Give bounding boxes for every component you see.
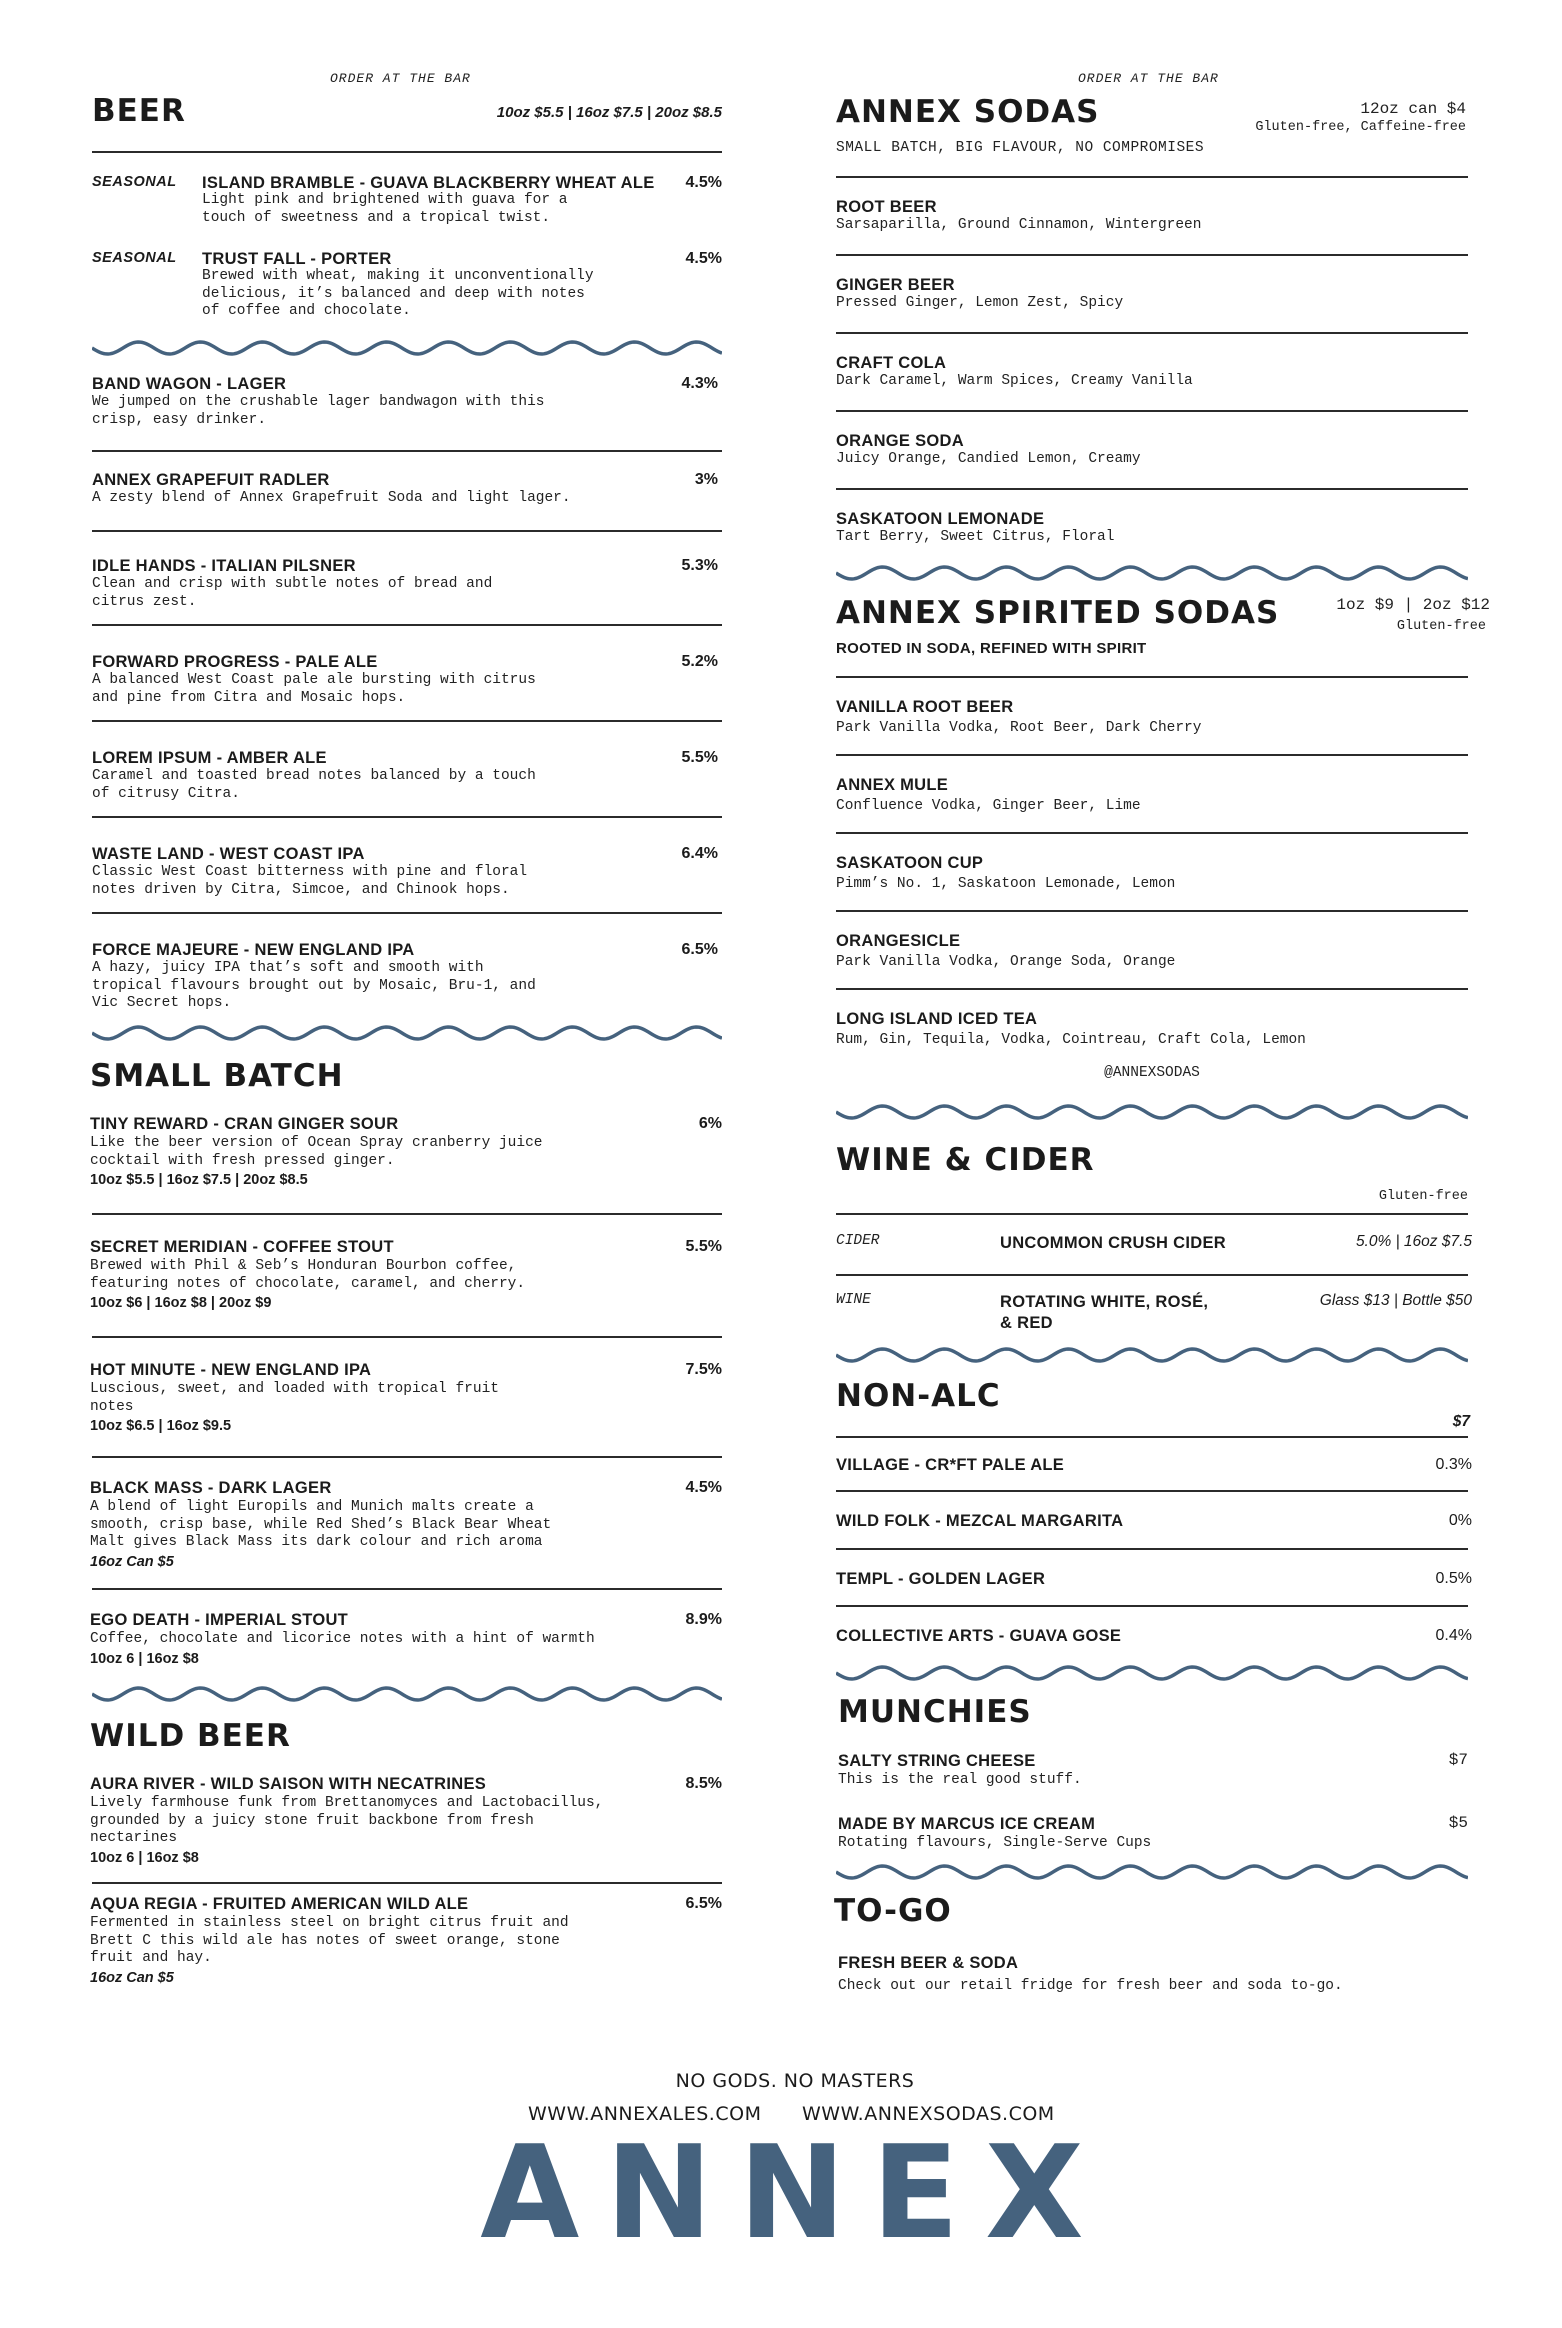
wave-divider — [836, 1663, 1468, 1683]
soda-name: ORANGE SODA — [836, 432, 964, 450]
spirited-name: ORANGESICLE — [836, 932, 961, 950]
section-title-beer: BEER — [92, 93, 186, 129]
munchie-price: $7 — [1448, 1751, 1468, 1769]
section-title-annex-sodas: ANNEX SODAS — [836, 94, 1100, 130]
divider — [836, 1274, 1468, 1276]
beer-sizes: 10oz $5.5 | 16oz $7.5 | 20oz $8.5 — [496, 104, 722, 121]
divider — [92, 1336, 722, 1338]
wave-divider — [92, 1023, 722, 1043]
divider — [836, 910, 1468, 912]
website-ales: WWW.ANNEXALES.COM — [528, 2103, 762, 2125]
divider — [92, 1588, 722, 1590]
beer-abv: 8.9% — [685, 1611, 722, 1628]
beer-abv: 5.3% — [681, 557, 718, 574]
beer-name: WASTE LAND - WEST COAST IPA — [92, 845, 365, 863]
beer-description: Light pink and brightened with guava for a touch of sweetness and a tropical twist. — [202, 192, 568, 226]
drink-type-tag: WINE — [836, 1292, 871, 1308]
non-alc-name: VILLAGE - CR*FT PALE ALE — [836, 1456, 1065, 1474]
beer-abv: 5.5% — [685, 1238, 722, 1255]
soda-price: 12oz can $4 — [1360, 100, 1466, 118]
beer-abv: 4.5% — [685, 174, 722, 191]
beer-description: Like the beer version of Ocean Spray cranberry juice cocktail with fresh pressed ginger. — [90, 1135, 543, 1169]
beer-price: 10oz $5.5 | 16oz $7.5 | 20oz $8.5 — [90, 1172, 308, 1188]
divider — [836, 488, 1468, 490]
divider — [836, 754, 1468, 756]
beer-name: TRUST FALL - PORTER — [202, 250, 392, 268]
slogan: NO GODS. NO MASTERS — [675, 2070, 915, 2092]
beer-abv: 4.5% — [685, 250, 722, 267]
beer-abv: 6.5% — [685, 1895, 722, 1912]
divider — [836, 832, 1468, 834]
divider — [836, 332, 1468, 334]
section-title-to-go: TO-GO — [834, 1893, 952, 1929]
beer-price: 10oz $6 | 16oz $8 | 20oz $9 — [90, 1295, 272, 1311]
divider — [836, 1548, 1468, 1550]
drink-name: ROTATING WHITE, ROSÉ, & RED — [1000, 1293, 1209, 1332]
beer-description: A balanced West Coast pale ale bursting with citrus and pine from Citra and Mosaic hops. — [92, 672, 536, 706]
wave-divider — [92, 1684, 722, 1704]
beer-name: SECRET MERIDIAN - COFFEE STOUT — [90, 1238, 394, 1256]
divider — [92, 720, 722, 722]
soda-note: Gluten-free, Caffeine-free — [1255, 120, 1466, 135]
drink-price: Glass $13 | Bottle $50 — [1319, 1292, 1472, 1309]
divider — [92, 1456, 722, 1458]
wine-note: Gluten-free — [1378, 1189, 1468, 1204]
non-alc-price: $7 — [1452, 1413, 1470, 1430]
wave-divider — [92, 338, 722, 358]
spirited-description: Confluence Vodka, Ginger Beer, Lime — [836, 798, 1141, 814]
beer-abv: 6.4% — [681, 845, 718, 862]
beer-abv: 3% — [694, 471, 718, 488]
non-alc-abv: 0.3% — [1435, 1456, 1472, 1473]
beer-abv: 8.5% — [685, 1775, 722, 1792]
beer-name: AQUA REGIA - FRUITED AMERICAN WILD ALE — [90, 1895, 469, 1913]
non-alc-abv: 0.4% — [1435, 1627, 1472, 1644]
section-title-munchies: MUNCHIES — [838, 1694, 1032, 1730]
beer-price: 16oz Can $5 — [90, 1553, 174, 1570]
section-title-wild-beer: WILD BEER — [90, 1718, 291, 1754]
beer-abv: 6% — [698, 1115, 722, 1132]
divider — [92, 912, 722, 914]
non-alc-name: COLLECTIVE ARTS - GUAVA GOSE — [836, 1627, 1122, 1645]
beer-name: BLACK MASS - DARK LAGER — [90, 1479, 332, 1497]
website-sodas: WWW.ANNEXSODAS.COM — [802, 2103, 1055, 2125]
divider — [836, 1213, 1468, 1215]
spirited-name: SASKATOON CUP — [836, 854, 984, 872]
divider — [836, 1490, 1468, 1492]
soda-name: ROOT BEER — [836, 198, 937, 216]
munchie-description: This is the real good stuff. — [838, 1772, 1082, 1788]
divider — [92, 816, 722, 818]
divider — [836, 1436, 1468, 1438]
spirited-subtitle: ROOTED IN SODA, REFINED WITH SPIRIT — [836, 640, 1147, 657]
beer-abv: 7.5% — [685, 1361, 722, 1378]
drink-name: UNCOMMON CRUSH CIDER — [1000, 1234, 1226, 1252]
beer-name: AURA RIVER - WILD SAISON WITH NECATRINES — [90, 1775, 487, 1793]
soda-description: Pressed Ginger, Lemon Zest, Spicy — [836, 295, 1124, 311]
beer-description: Coffee, chocolate and licorice notes with a hint of warmth — [90, 1631, 595, 1647]
wave-divider — [836, 1345, 1468, 1365]
beer-description: A zesty blend of Annex Grapefruit Soda and light lager. — [92, 490, 571, 506]
beer-name: IDLE HANDS - ITALIAN PILSNER — [92, 557, 356, 575]
beer-abv: 5.5% — [681, 749, 718, 766]
spirited-description: Pimm’s No. 1, Saskatoon Lemonade, Lemon — [836, 876, 1176, 892]
beer-name: LOREM IPSUM - AMBER ALE — [92, 749, 327, 767]
beer-description: We jumped on the crushable lager bandwagon with this crisp, easy drinker. — [92, 394, 545, 428]
beer-description: Classic West Coast bitterness with pine and floral notes driven by Citra, Simcoe, and Chinook hops. — [92, 864, 528, 898]
divider — [92, 1882, 722, 1884]
order-note: ORDER AT THE BAR — [330, 71, 471, 86]
beer-name: FORCE MAJEURE - NEW ENGLAND IPA — [92, 941, 415, 959]
spirited-price: 1oz $9 | 2oz $12 — [1336, 596, 1490, 614]
beer-description: A blend of light Europils and Munich malts create a smooth, crisp base, while Red Shed’s Black Bear Wheat Malt gives Black Mass its dark colour and rich aroma — [90, 1499, 552, 1550]
soda-name: CRAFT COLA — [836, 354, 947, 372]
beer-abv: 6.5% — [681, 941, 718, 958]
beer-description: Brewed with wheat, making it unconventionally delicious, it’s balanced and deep with notes of coffee and chocolate. — [202, 268, 594, 319]
divider — [92, 530, 722, 532]
beer-name: HOT MINUTE - NEW ENGLAND IPA — [90, 1361, 372, 1379]
social-handle: @ANNEXSODAS — [1104, 1065, 1200, 1081]
beer-name: ISLAND BRAMBLE - GUAVA BLACKBERRY WHEAT ALE — [202, 174, 655, 192]
spirited-name: ANNEX MULE — [836, 776, 949, 794]
beer-name: FORWARD PROGRESS - PALE ALE — [92, 653, 378, 671]
beer-name: ANNEX GRAPEFUIT RADLER — [92, 471, 330, 489]
beer-abv: 4.3% — [681, 375, 718, 392]
order-note: ORDER AT THE BAR — [1078, 71, 1219, 86]
divider — [92, 1213, 722, 1215]
non-alc-name: WILD FOLK - MEZCAL MARGARITA — [836, 1512, 1124, 1530]
section-title-wine-cider: WINE & CIDER — [836, 1142, 1095, 1178]
to-go-description: Check out our retail fridge for fresh beer and soda to-go. — [838, 1978, 1343, 1994]
beer-price: 10oz 6 | 16oz $8 — [90, 1650, 199, 1667]
beer-name: EGO DEATH - IMPERIAL STOUT — [90, 1611, 349, 1629]
seasonal-tag: SEASONAL — [92, 250, 177, 266]
divider — [836, 988, 1468, 990]
beer-name: TINY REWARD - CRAN GINGER SOUR — [90, 1115, 399, 1133]
beer-price: 10oz $6.5 | 16oz $9.5 — [90, 1418, 232, 1434]
beer-name: BAND WAGON - LAGER — [92, 375, 287, 393]
drink-price: 5.0% | 16oz $7.5 — [1355, 1233, 1472, 1250]
soda-name: SASKATOON LEMONADE — [836, 510, 1045, 528]
annex-logo: ANNEX — [480, 2119, 1110, 2268]
beer-description: Caramel and toasted bread notes balanced by a touch of citrusy Citra. — [92, 768, 536, 802]
wave-divider — [836, 1862, 1468, 1882]
soda-description: Sarsaparilla, Ground Cinnamon, Wintergreen — [836, 217, 1202, 233]
non-alc-abv: 0.5% — [1435, 1570, 1472, 1587]
soda-description: Juicy Orange, Candied Lemon, Creamy — [836, 451, 1141, 467]
divider — [836, 254, 1468, 256]
spirited-note: Gluten-free — [1396, 619, 1486, 634]
spirited-description: Rum, Gin, Tequila, Vodka, Cointreau, Craft Cola, Lemon — [836, 1032, 1306, 1048]
spirited-description: Park Vanilla Vodka, Root Beer, Dark Cherry — [836, 720, 1202, 736]
soda-description: Tart Berry, Sweet Citrus, Floral — [836, 529, 1115, 545]
beer-description: Brewed with Phil & Seb’s Honduran Bourbon coffee, featuring notes of chocolate, caramel, and cherry. — [90, 1258, 526, 1292]
beer-abv: 5.2% — [681, 653, 718, 670]
soda-name: GINGER BEER — [836, 276, 955, 294]
non-alc-name: TEMPL - GOLDEN LAGER — [836, 1570, 1046, 1588]
spirited-name: VANILLA ROOT BEER — [836, 698, 1014, 716]
beer-description: A hazy, juicy IPA that’s soft and smooth with tropical flavours brought out by Mosaic, Bru-1, and Vic Secret hops. — [92, 960, 536, 1011]
soda-subtitle: SMALL BATCH, BIG FLAVOUR, NO COMPROMISES — [836, 140, 1205, 156]
divider — [92, 151, 722, 153]
beer-description: Luscious, sweet, and loaded with tropical fruit notes — [90, 1381, 499, 1415]
section-title-small-batch: SMALL BATCH — [90, 1058, 344, 1094]
divider — [836, 1605, 1468, 1607]
section-title-spirited-sodas: ANNEX SPIRITED SODAS — [836, 595, 1280, 631]
spirited-name: LONG ISLAND ICED TEA — [836, 1010, 1038, 1028]
beer-description: Lively farmhouse funk from Brettanomyces and Lactobacillus, grounded by a juicy stone fruit backbone from fresh nectarines — [90, 1795, 604, 1846]
wave-divider — [836, 1102, 1468, 1122]
non-alc-abv: 0% — [1448, 1512, 1472, 1529]
divider — [92, 450, 722, 452]
divider — [92, 624, 722, 626]
wave-divider — [836, 563, 1468, 583]
beer-description: Clean and crisp with subtle notes of bread and citrus zest. — [92, 576, 493, 610]
munchie-name: MADE BY MARCUS ICE CREAM — [838, 1815, 1096, 1833]
divider — [836, 676, 1468, 678]
beer-price: 10oz 6 | 16oz $8 — [90, 1849, 199, 1866]
beer-price: 16oz Can $5 — [90, 1969, 174, 1986]
seasonal-tag: SEASONAL — [92, 174, 177, 190]
beer-description: Fermented in stainless steel on bright citrus fruit and Brett C this wild ale has notes of sweet orange, stone fruit and hay. — [90, 1915, 569, 1966]
munchie-price: $5 — [1448, 1814, 1468, 1832]
drink-type-tag: CIDER — [836, 1233, 880, 1249]
beer-abv: 4.5% — [685, 1479, 722, 1496]
soda-description: Dark Caramel, Warm Spices, Creamy Vanilla — [836, 373, 1193, 389]
divider — [836, 176, 1468, 178]
divider — [836, 410, 1468, 412]
spirited-description: Park Vanilla Vodka, Orange Soda, Orange — [836, 954, 1176, 970]
section-title-non-alc: NON-ALC — [836, 1378, 1001, 1414]
to-go-name: FRESH BEER & SODA — [838, 1954, 1019, 1972]
munchie-name: SALTY STRING CHEESE — [838, 1752, 1036, 1770]
munchie-description: Rotating flavours, Single-Serve Cups — [838, 1835, 1152, 1851]
